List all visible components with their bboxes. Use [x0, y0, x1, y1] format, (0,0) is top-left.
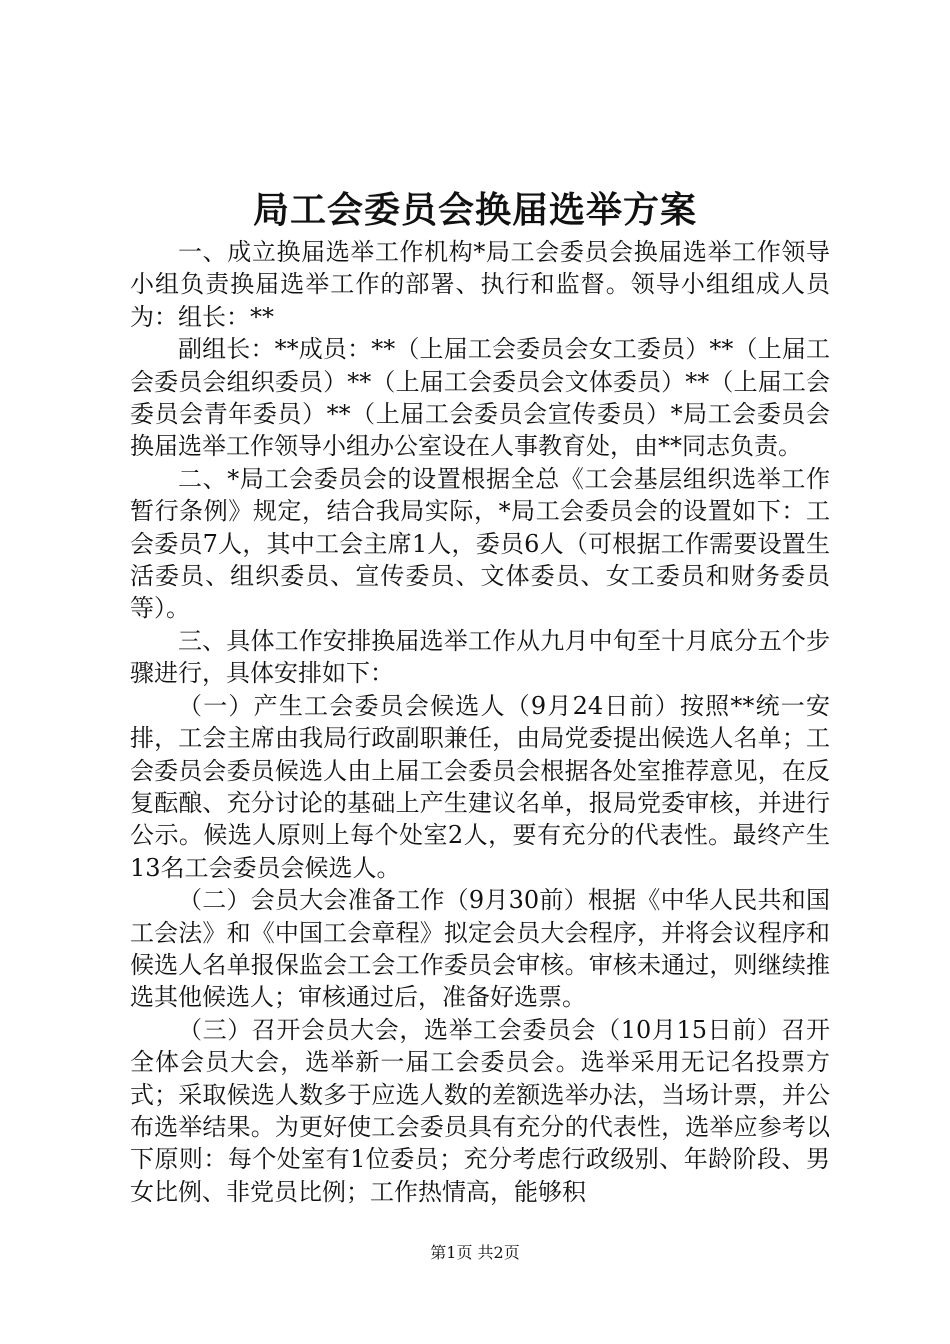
document-body: [130, 236, 830, 1208]
paragraph-3: 二、*局工会委员会的设置根据全总《工会基层组织选举工作暂行条例》规定，结合我局实际，*局工会委员会的设置如下：工会委员7人，其中工会主席1人，委员6人（可根据工作需要设置生活委员、组织委员、宣传委员、文体委员、女工委员和财务委员等）。: [130, 464, 830, 623]
paragraph-5: （一）产生工会委员会候选人（9月24日前）按照**统一安排，工会主席由我局行政副职兼任，由局党委提出候选人名单；工会委员会委员候选人由上届工会委员会根据各处室推荐意见，在反复酝酿、充分讨论的基础上产生建议名单，报局党委审核，并进行公示。候选人原则上每个处室2人，要有充分的代表性。最终产生13名工会委员会候选人。: [130, 691, 830, 882]
document-title: 局工会委员会换届选举方案: [252, 189, 697, 231]
page-footer: 第1页 共2页: [430, 1243, 520, 1262]
paragraph-4: 三、具体工作安排换届选举工作从九月中旬至十月底分五个步骤进行，具体安排如下：: [130, 626, 830, 688]
paragraph-7: （三）召开会员大会，选举工会委员会（10月15日前）召开全体会员大会，选举新一届工会委员会。选举采用无记名投票方式；采取候选人数多于应选人数的差额选举办法，当场计票，并公布选举结果。为更好使工会委员具有充分的代表性，选举应参考以下原则：每个处室有1位委员；充分考虑行政级别、年龄阶段、男女比例、非党员比例；工作热情高，能够积: [130, 1015, 830, 1206]
paragraph-6: （二）会员大会准备工作（9月30前）根据《中华人民共和国工会法》和《中国工会章程》拟定会员大会程序，并将会议程序和候选人名单报保监会工会工作委员会审核。审核未通过，则继续推选其他候选人；审核通过后，准备好选票。: [130, 886, 830, 1012]
paragraph-1: 一、成立换届选举工作机构*局工会委员会换届选举工作领导小组负责换届选举工作的部署、执行和监督。领导小组组成人员为：组长：**: [130, 238, 830, 331]
paragraph-2: 副组长：**成员：**（上届工会委员会女工委员）**（上届工会委员会组织委员）**（上届工会委员会文体委员）**（上届工会委员会青年委员）**（上届工会委员会宣传委员）*局工会委员会换届选举工作领导小组办公室设在人事教育处，由**同志负责。: [130, 335, 830, 461]
